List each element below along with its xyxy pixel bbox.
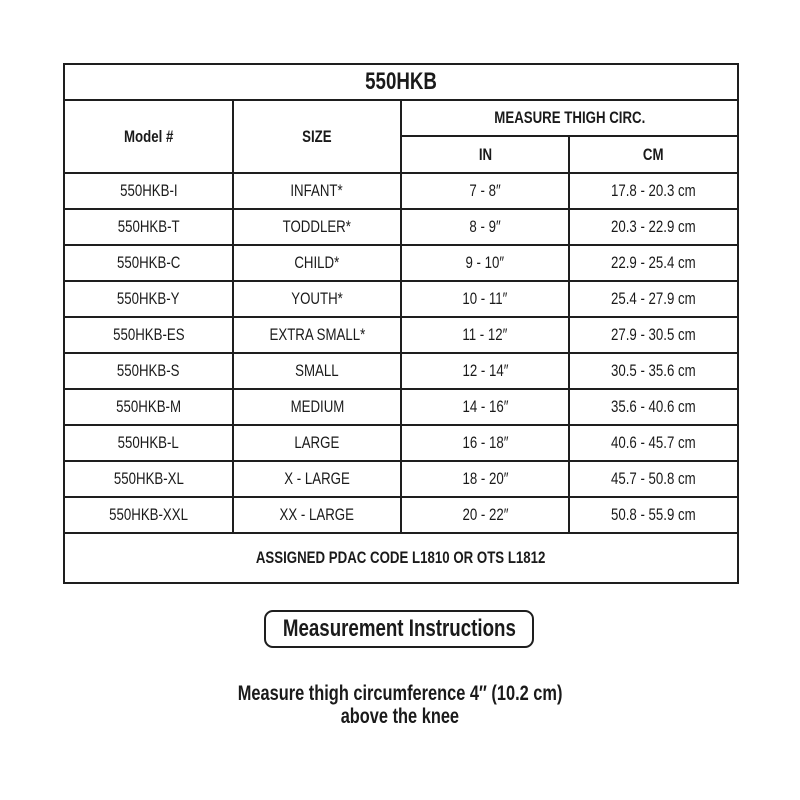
instructions-line-1 [100,682,700,705]
cell-cm-text: 30.5 - 35.6 cm [611,361,696,380]
table-row [64,173,738,209]
cell-cm [569,209,738,245]
size-chart-table [63,63,739,584]
cell-cm-text: 45.7 - 50.8 cm [611,469,696,488]
cell-size [233,245,401,281]
measurement-instructions-heading [264,610,534,648]
header-measure-group [401,100,738,136]
header-cm [569,136,738,173]
cell-size [233,425,401,461]
cell-in [401,173,569,209]
cell-size [233,389,401,425]
table-row [64,317,738,353]
header-cm-text: CM [643,144,664,164]
header-model [64,100,233,173]
cell-in [401,281,569,317]
cell-model [64,353,233,389]
cell-cm [569,497,738,533]
cell-size [233,461,401,497]
cell-model [64,173,233,209]
cell-cm [569,173,738,209]
cell-in-text: 18 - 20″ [462,469,508,488]
pdac-code-note [64,533,738,583]
instructions-line-1-text: Measure thigh circumference 4″ (10.2 cm) [237,682,563,705]
table-row [64,245,738,281]
cell-model [64,461,233,497]
cell-cm-text: 25.4 - 27.9 cm [611,289,696,308]
cell-model [64,281,233,317]
cell-size-text: EXTRA SMALL* [269,325,365,344]
cell-cm [569,353,738,389]
cell-size [233,317,401,353]
cell-size-text: CHILD* [294,253,340,272]
cell-cm-text: 35.6 - 40.6 cm [611,397,696,416]
cell-in [401,389,569,425]
cell-cm-text: 50.8 - 55.9 cm [611,505,696,524]
cell-in [401,497,569,533]
cell-size-text: TODDLER* [282,217,352,236]
cell-model-text: 550HKB-L [117,433,180,452]
header-in [401,136,569,173]
cell-cm-text: 20.3 - 22.9 cm [611,217,696,236]
cell-model-text: 550HKB-I [119,181,178,200]
header-measure-text: MEASURE THIGH CIRC. [494,108,646,127]
table-row [64,281,738,317]
cell-size-text: MEDIUM [290,397,344,416]
cell-model [64,497,233,533]
header-model-text: Model # [123,126,174,146]
table-row [64,209,738,245]
measurement-instructions-text [100,682,700,728]
cell-model-text: 550HKB-T [117,217,180,236]
cell-model [64,389,233,425]
cell-model [64,209,233,245]
cell-model-text: 550HKB-XL [113,469,184,488]
cell-model-text: 550HKB-Y [117,289,180,308]
table-row [64,497,738,533]
cell-size-text: INFANT* [290,181,344,200]
cell-in [401,461,569,497]
cell-cm [569,245,738,281]
cell-size [233,209,401,245]
table-row [64,389,738,425]
cell-in [401,425,569,461]
cell-model-text: 550HKB-C [116,253,181,272]
cell-size-text: SMALL [295,361,339,380]
cell-model [64,317,233,353]
table-row [64,353,738,389]
cell-in [401,353,569,389]
cell-in [401,317,569,353]
cell-cm-text: 22.9 - 25.4 cm [611,253,696,272]
cell-size-text: YOUTH* [291,289,343,308]
cell-size [233,173,401,209]
cell-cm [569,389,738,425]
table-row [64,425,738,461]
cell-cm-text: 17.8 - 20.3 cm [611,181,696,200]
cell-in-text: 9 - 10″ [465,253,505,272]
cell-model-text: 550HKB-XXL [109,505,188,524]
instructions-heading-text: Measurement Instructions [282,615,516,642]
cell-in-text: 10 - 11″ [462,289,508,308]
cell-size-text: LARGE [294,433,340,452]
cell-cm [569,317,738,353]
cell-cm [569,425,738,461]
cell-size [233,497,401,533]
cell-model [64,245,233,281]
header-size [233,100,401,173]
cell-cm [569,281,738,317]
table-row [64,461,738,497]
cell-in-text: 16 - 18″ [462,433,508,452]
table-title [64,64,738,100]
cell-cm-text: 40.6 - 45.7 cm [611,433,696,452]
cell-size [233,353,401,389]
cell-size-text: XX - LARGE [279,505,355,524]
table-title-text: 550HKB [365,68,437,95]
cell-in [401,245,569,281]
cell-model-text: 550HKB-M [116,397,181,416]
cell-cm [569,461,738,497]
header-size-text: SIZE [302,126,332,146]
cell-cm-text: 27.9 - 30.5 cm [611,325,696,344]
cell-size-text: X - LARGE [284,469,350,488]
cell-model-text: 550HKB-S [117,361,180,380]
header-row-top [64,100,738,136]
cell-in-text: 12 - 14″ [462,361,508,380]
table-footer-row [64,533,738,583]
cell-in-text: 14 - 16″ [462,397,508,416]
instructions-line-2 [100,705,700,728]
cell-in-text: 20 - 22″ [462,505,508,524]
cell-in-text: 11 - 12″ [462,325,508,344]
instructions-line-2-text: above the knee [340,705,460,728]
cell-model [64,425,233,461]
cell-model-text: 550HKB-ES [112,325,185,344]
cell-in [401,209,569,245]
pdac-code-text: ASSIGNED PDAC CODE L1810 OR OTS L1812 [256,548,546,567]
cell-in-text: 7 - 8″ [469,181,501,200]
cell-in-text: 8 - 9″ [469,217,501,236]
table-title-row [64,64,738,100]
header-in-text: IN [478,144,492,164]
cell-size [233,281,401,317]
